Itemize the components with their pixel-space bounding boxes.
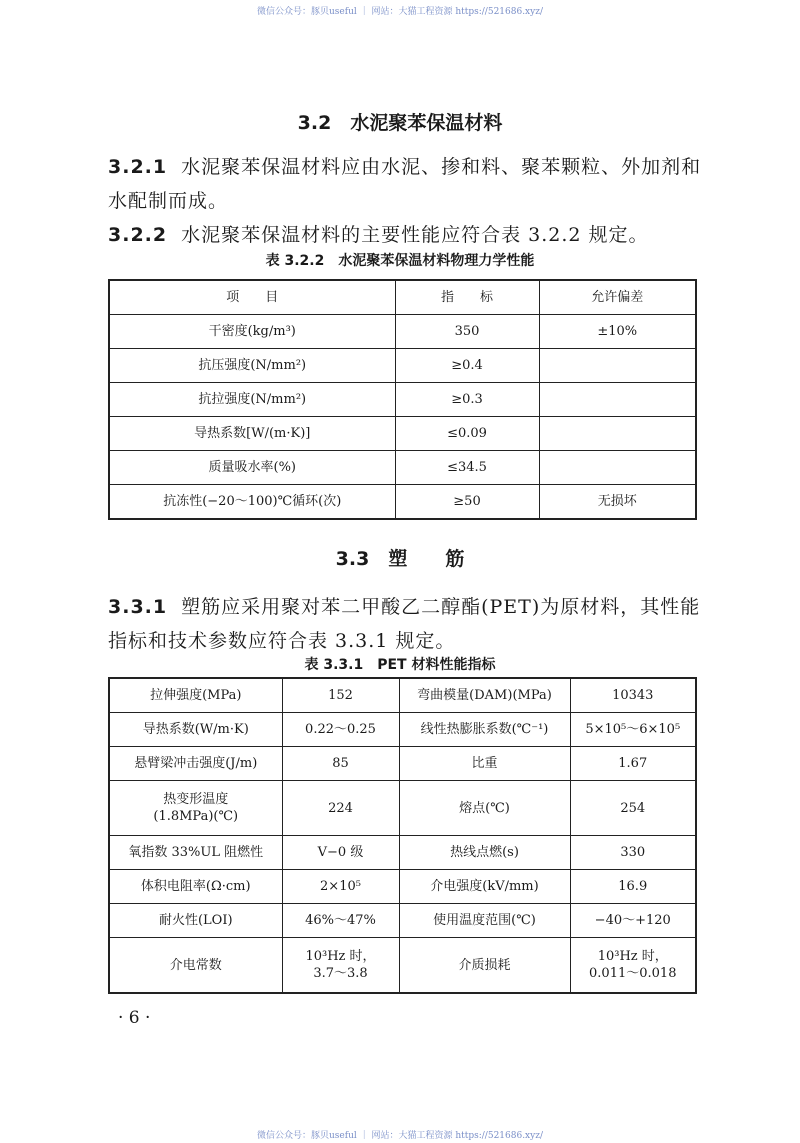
table-cell: 干密度(kg/m³) <box>109 315 395 349</box>
table-cell: −40～+120 <box>570 904 696 938</box>
watermark-top: 微信公众号：豚贝useful ｜ 网站：大猫工程资源 https://521686.xyz/ <box>257 7 543 17</box>
table-cell: 耐火性(LOI) <box>109 904 282 938</box>
table-cell: 254 <box>570 781 696 836</box>
table-row <box>109 870 696 904</box>
table-cell: 介电强度(kV/mm) <box>399 870 570 904</box>
table-cell: 152 <box>282 678 399 713</box>
table-cell: 0.22～0.25 <box>282 713 399 747</box>
table-cell <box>539 451 696 485</box>
table-3-2-2 <box>108 279 697 520</box>
watermark-bottom: 微信公众号：豚贝useful ｜ 网站：大猫工程资源 https://521686.xyz/ <box>257 1131 543 1141</box>
table-cell: ±10% <box>539 315 696 349</box>
table-cell: 16.9 <box>570 870 696 904</box>
table-cell: 弯曲模量(DAM)(MPa) <box>399 678 570 713</box>
table-cell: 质量吸水率(%) <box>109 451 395 485</box>
table-cell: 1.67 <box>570 747 696 781</box>
table-cell: 抗拉强度(N/mm²) <box>109 383 395 417</box>
clause-number: 3.3.1 <box>108 596 168 618</box>
section-3-2-title: 3.2 水泥聚苯保温材料 <box>297 112 503 134</box>
table-cell: 抗压强度(N/mm²) <box>109 349 395 383</box>
header-cell: 指 标 <box>395 280 539 315</box>
table-cell: 体积电阻率(Ω·cm) <box>109 870 282 904</box>
table-cell: 无损坏 <box>539 485 696 520</box>
table-cell: 介质损耗 <box>399 938 570 994</box>
table-cell: 10343 <box>570 678 696 713</box>
table-row <box>109 417 696 451</box>
table-cell: 线性热膨胀系数(℃⁻¹) <box>399 713 570 747</box>
section-3-3-title: 3.3 塑 筋 <box>335 548 465 570</box>
table-cell: 2×10⁵ <box>282 870 399 904</box>
table-cell: 拉伸强度(MPa) <box>109 678 282 713</box>
table-cell: 10³Hz 时， 0.011～0.018 <box>570 938 696 994</box>
table-row <box>109 713 696 747</box>
header-cell: 允许偏差 <box>539 280 696 315</box>
paragraph-3-3-1 <box>108 590 708 658</box>
clause-number: 3.2.2 <box>108 224 168 246</box>
table-cell: 介电常数 <box>109 938 282 994</box>
table-3-3-1-caption: 表 3.3.1 PET 材料性能指标 <box>304 657 496 673</box>
table-row <box>109 349 696 383</box>
table-cell: 5×10⁵～6×10⁵ <box>570 713 696 747</box>
table-cell: 导热系数(W/m·K) <box>109 713 282 747</box>
page-number: · 6 · <box>118 1008 151 1028</box>
table-row <box>109 383 696 417</box>
clause-number: 3.2.1 <box>108 156 168 178</box>
table-cell <box>539 349 696 383</box>
table-cell: 85 <box>282 747 399 781</box>
paragraph-3-2-2 <box>108 218 708 252</box>
paragraph-3-2-1 <box>108 150 708 218</box>
table-cell: ≥0.4 <box>395 349 539 383</box>
table-row <box>109 747 696 781</box>
table-cell <box>539 383 696 417</box>
table-cell: 悬臂梁冲击强度(J/m) <box>109 747 282 781</box>
table-header-row <box>109 280 696 315</box>
table-3-2-2-caption: 表 3.2.2 水泥聚苯保温材料物理力学性能 <box>265 253 535 269</box>
table-row <box>109 781 696 836</box>
table-cell: ≥0.3 <box>395 383 539 417</box>
table-row <box>109 451 696 485</box>
table-cell: 330 <box>570 836 696 870</box>
table-row <box>109 485 696 520</box>
table-cell: 抗冻性(−20～100)℃循环(次) <box>109 485 395 520</box>
table-cell: ≤0.09 <box>395 417 539 451</box>
table-row <box>109 836 696 870</box>
clause-text: 水泥聚苯保温材料应由水泥、掺和料、聚苯颗粒、外加剂和水配制而成。 <box>108 156 702 212</box>
table-row <box>109 678 696 713</box>
table-cell: 350 <box>395 315 539 349</box>
table-cell: 46%～47% <box>282 904 399 938</box>
table-cell: ≤34.5 <box>395 451 539 485</box>
table-cell: 热变形温度 (1.8MPa)(℃) <box>109 781 282 836</box>
table-cell: 导热系数[W/(m·K)] <box>109 417 395 451</box>
header-cell: 项 目 <box>109 280 395 315</box>
table-cell: 热线点燃(s) <box>399 836 570 870</box>
table-cell: 使用温度范围(℃) <box>399 904 570 938</box>
table-cell: 比重 <box>399 747 570 781</box>
table-cell: 熔点(℃) <box>399 781 570 836</box>
table-cell <box>539 417 696 451</box>
table-row <box>109 938 696 994</box>
clause-text: 水泥聚苯保温材料的主要性能应符合表 3.2.2 规定。 <box>181 224 649 246</box>
clause-text: 塑筋应采用聚对苯二甲酸乙二醇酯(PET)为原材料，其性能指标和技术参数应符合表 3.3.1 规定。 <box>108 596 701 652</box>
table-3-3-1 <box>108 677 697 994</box>
table-cell: V−0 级 <box>282 836 399 870</box>
table-cell: 10³Hz 时， 3.7～3.8 <box>282 938 399 994</box>
table-row <box>109 315 696 349</box>
table-cell: 224 <box>282 781 399 836</box>
table-row <box>109 904 696 938</box>
table-cell: ≥50 <box>395 485 539 520</box>
table-cell: 氧指数 33%UL 阻燃性 <box>109 836 282 870</box>
